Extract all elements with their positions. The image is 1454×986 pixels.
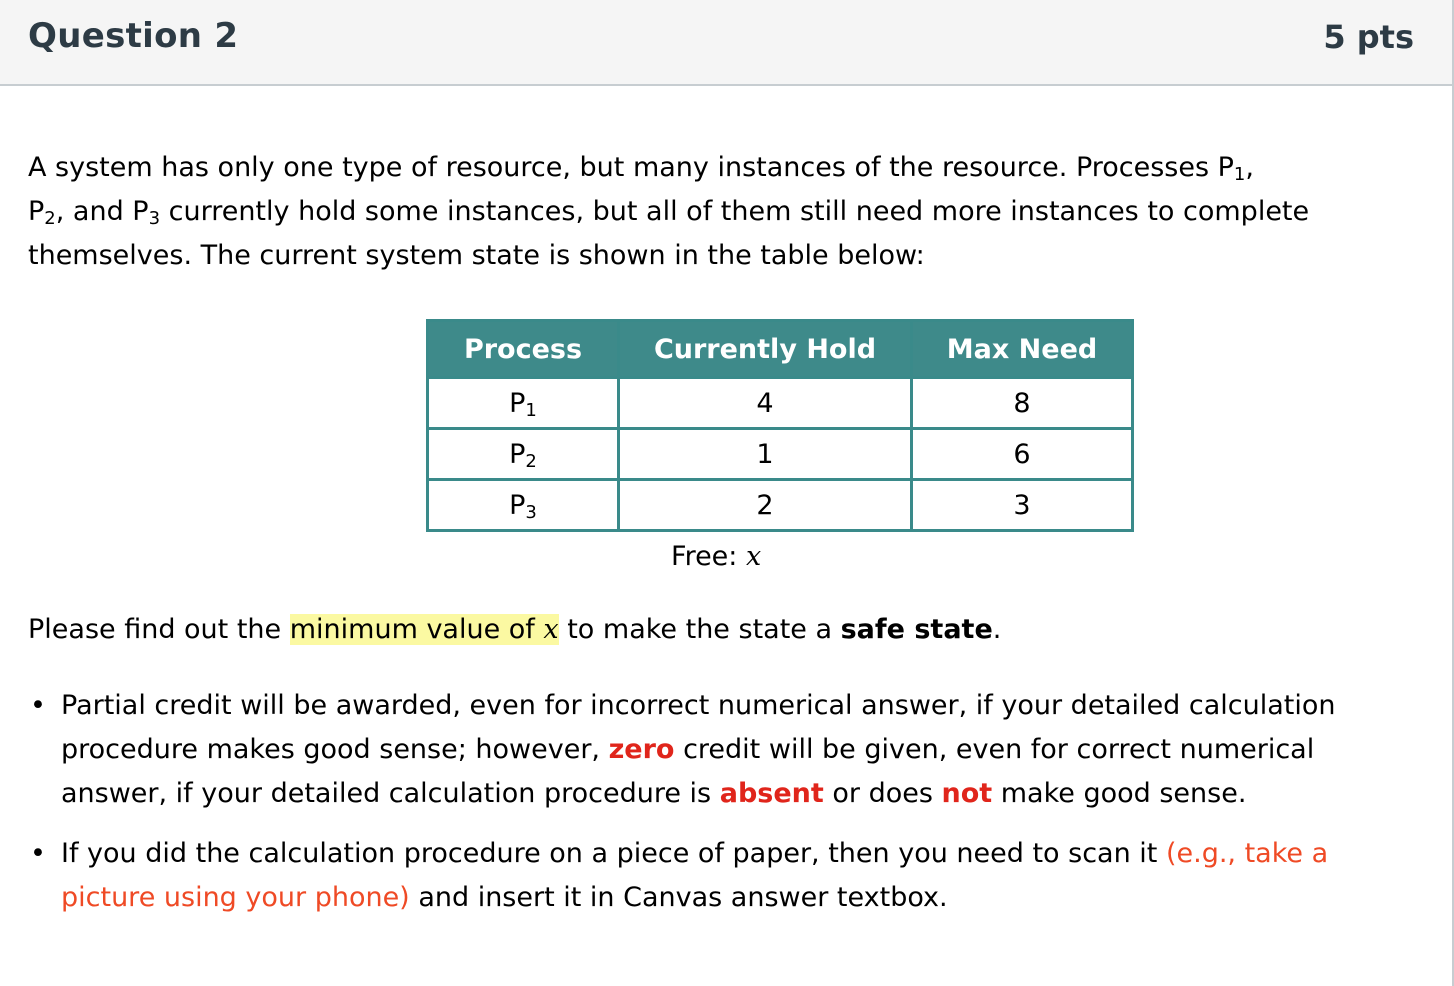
cell-process: $P_1$: [428, 378, 619, 429]
prompt-mid: to make the state a: [558, 614, 841, 645]
intro-sub-1: 1: [1233, 164, 1246, 185]
intro-text-4: , and P: [55, 196, 149, 227]
system-state-table: [426, 319, 1134, 532]
prompt-post: .: [992, 614, 1002, 645]
intro-text-3: P: [28, 196, 45, 227]
question-points: 5 pts: [1323, 18, 1414, 56]
table-row: [428, 480, 1133, 531]
bullet-icon: •: [30, 838, 46, 869]
free-variable: x: [745, 541, 762, 572]
intro-sub-3: 3: [148, 208, 161, 229]
header-currently-hold: Currently Hold: [619, 321, 912, 378]
emphasis-not: not: [941, 778, 993, 809]
question-prompt: [28, 608, 1423, 652]
cell-max: 8: [912, 378, 1133, 429]
question-body: [0, 86, 1454, 986]
list-item: • If you did the calculation procedure on a piece of paper, then you need to scan it (e.g., take a picture using your phone) and insert it in Canvas answer textbox.: [28, 832, 1358, 920]
instructions-list: [28, 684, 1358, 936]
header-max-need: Max Need: [912, 321, 1133, 378]
free-caption: [671, 541, 761, 572]
cell-hold: 1: [619, 429, 912, 480]
intro-text-5: currently hold some instances, but all of them still need more instances to complete themselves. The current system state is shown in the table below:: [28, 196, 1310, 271]
cell-hold: 2: [619, 480, 912, 531]
table-header-row: [428, 321, 1133, 378]
intro-text-2: ,: [1245, 152, 1254, 183]
emphasis-absent: absent: [719, 778, 824, 809]
intro-paragraph: [28, 146, 1423, 278]
prompt-bold: safe state: [840, 614, 993, 645]
table-row: [428, 378, 1133, 429]
bullet-icon: •: [30, 690, 46, 721]
cell-max: 3: [912, 480, 1133, 531]
cell-hold: 4: [619, 378, 912, 429]
table-row: [428, 429, 1133, 480]
prompt-pre: Please find out the: [28, 614, 290, 645]
note-aside: (e.g., take a picture using your phone): [61, 838, 1329, 913]
emphasis-zero: zero: [608, 734, 675, 765]
intro-sub-2: 2: [44, 208, 56, 229]
list-item: • Partial credit will be awarded, even for incorrect numerical answer, if your detailed calculation procedure makes good sense; however, zero credit will be given, even for correct numerical answer, if your detailed calculation procedure is absent or does not make good sense.: [28, 684, 1358, 816]
header-process: Process: [428, 321, 619, 378]
intro-text-1: A system has only one type of resource, but many instances of the resource. Processes P: [28, 152, 1234, 183]
cell-process: $P_2$: [428, 429, 619, 480]
question-title: Question 2: [28, 16, 239, 56]
cell-max: 6: [912, 429, 1133, 480]
cell-process: $P_3$: [428, 480, 619, 531]
question-header: [0, 0, 1454, 86]
prompt-highlight: minimum value of x: [289, 614, 559, 645]
free-label: Free:: [671, 541, 746, 572]
